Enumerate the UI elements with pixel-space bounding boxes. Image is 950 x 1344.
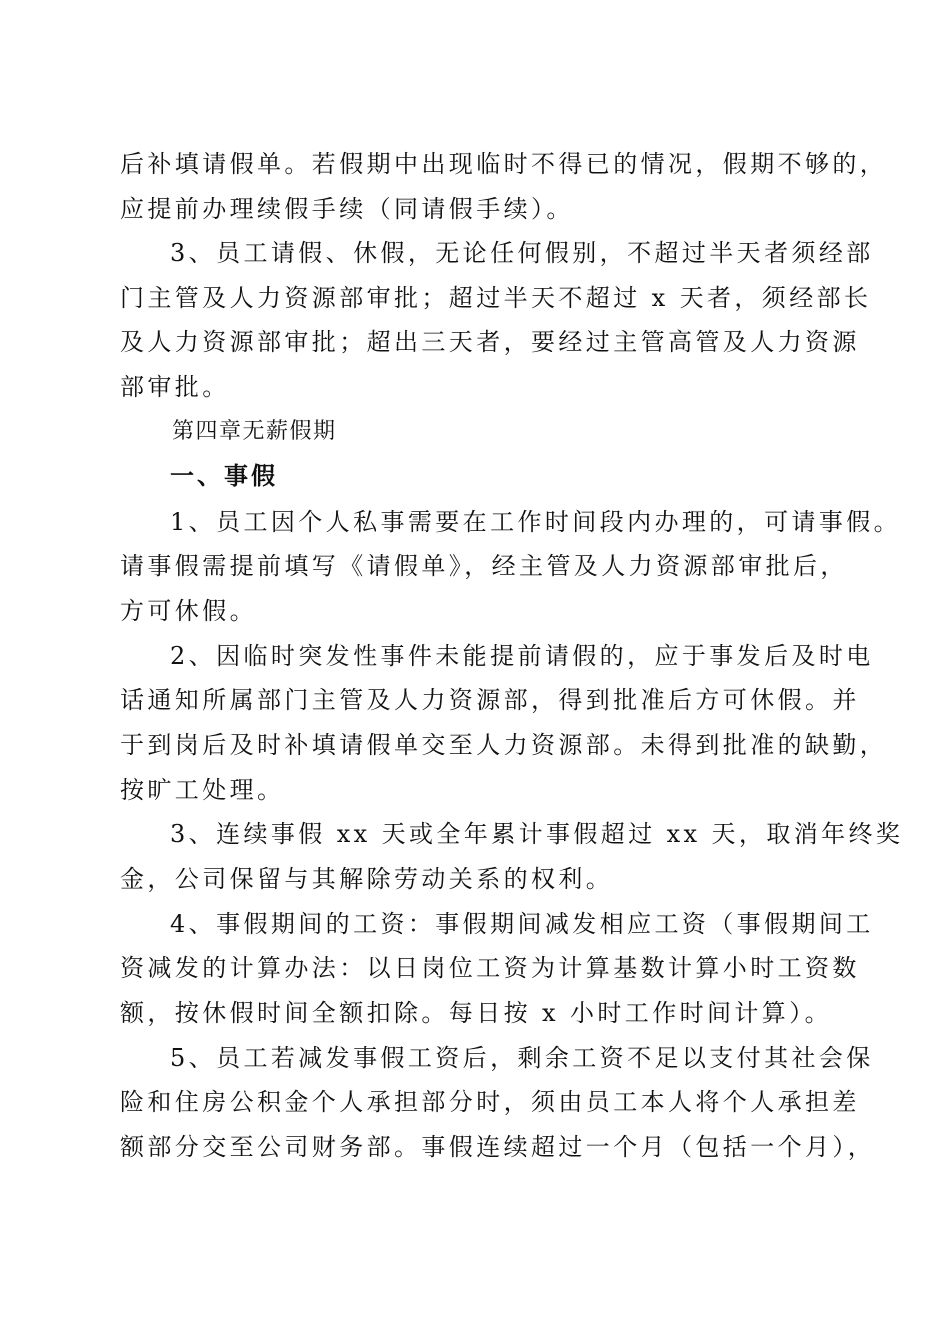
text-line: 及人力资源部审批；超出三天者，要经过主管高管及人力资源 <box>120 328 860 356</box>
text-line: 于到岗后及时补填请假单交至人力资源部。未得到批准的缺勤， <box>120 731 888 759</box>
text-line: 方可休假。 <box>120 597 257 625</box>
chapter-heading: 第四章无薪假期 <box>172 419 337 444</box>
text-line: 2、因临时突发性事件未能提前请假的，应于事发后及时电 <box>170 642 874 670</box>
text-line: 1、员工因个人私事需要在工作时间段内办理的，可请事假。 <box>170 508 902 536</box>
text-line: 应提前办理续假手续（同请假手续）。 <box>120 195 574 223</box>
text-line: 后补填请假单。若假期中出现临时不得已的情况，假期不够的， <box>120 150 888 178</box>
text-line: 额部分交至公司财务部。事假连续超过一个月（包括一个月）， <box>120 1133 876 1161</box>
text-line: 5、员工若减发事假工资后，剩余工资不足以支付其社会保 <box>170 1044 874 1072</box>
text-line: 门主管及人力资源部审批；超过半天不超过 x 天者，须经部长 <box>120 284 872 312</box>
text-line: 部审批。 <box>120 373 230 401</box>
text-line: 按旷工处理。 <box>120 776 285 804</box>
text-line: 险和住房公积金个人承担部分时，须由员工本人将个人承担差 <box>120 1088 860 1116</box>
section-heading: 一、事假 <box>170 461 278 490</box>
text-line: 3、连续事假 xx 天或全年累计事假超过 xx 天，取消年终奖 <box>170 820 904 848</box>
text-line: 金，公司保留与其解除劳动关系的权利。 <box>120 865 614 893</box>
text-line: 资减发的计算办法：以日岗位工资为计算基数计算小时工资数 <box>120 954 860 982</box>
text-line: 话通知所属部门主管及人力资源部，得到批准后方可休假。并 <box>120 686 860 714</box>
text-line: 额，按休假时间全额扣除。每日按 x 小时工作时间计算）。 <box>120 999 832 1027</box>
text-line: 4、事假期间的工资：事假期间减发相应工资（事假期间工 <box>170 910 874 938</box>
text-line: 3、员工请假、休假，无论任何假别，不超过半天者须经部 <box>170 239 874 267</box>
text-line: 请事假需提前填写《请假单》，经主管及人力资源部审批后， <box>120 552 848 580</box>
